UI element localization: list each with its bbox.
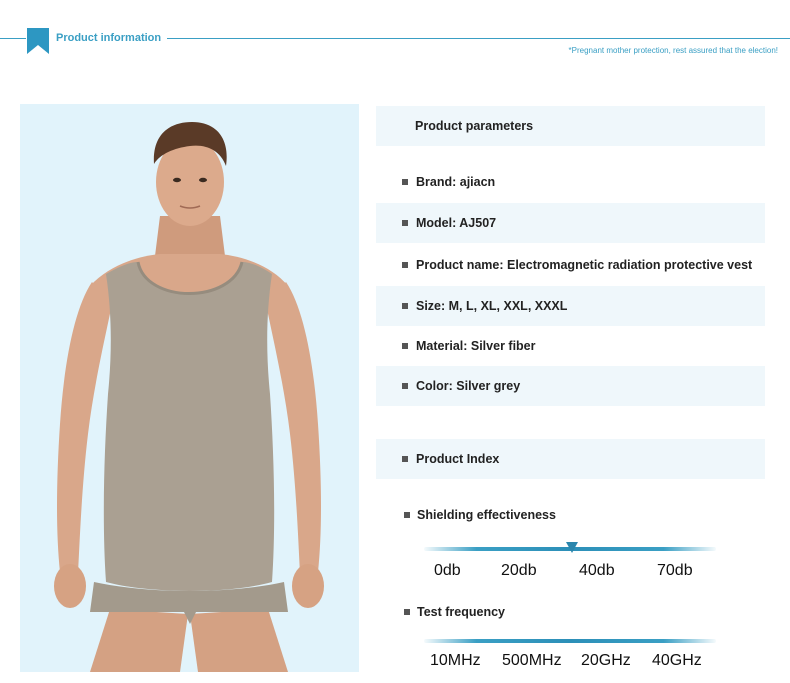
frequency-tick: 10MHz [430,652,481,669]
section-header [0,0,790,70]
frequency-title [404,605,505,619]
frequency-scale-bar [424,639,716,643]
frequency-tick: 500MHz [502,652,562,669]
shielding-scale [424,546,716,552]
square-bullet-icon [402,303,408,309]
param-model: Model: AJ507 [416,216,497,230]
header-rule [167,38,790,39]
frequency-label: Test frequency [417,605,505,619]
shielding-tick: 40db [579,562,615,579]
param-row-color [376,366,765,406]
index-heading: Product Index [416,452,500,466]
param-material: Material: Silver fiber [416,339,536,353]
parameters-heading: Product parameters [415,119,534,133]
param-row-product-name [376,245,765,285]
param-color: Color: Silver grey [416,379,521,393]
section-title: Product information [56,32,162,44]
square-bullet-icon [402,456,408,462]
param-row-material [376,326,765,366]
square-bullet-icon [402,343,408,349]
index-heading-row [376,439,765,479]
shielding-title [404,508,556,522]
frequency-tick: 40GHz [652,652,702,669]
param-row-model [376,203,765,243]
triangle-down-icon [566,542,578,553]
shielding-tick: 70db [657,562,693,579]
frequency-tick: 20GHz [581,652,631,669]
param-brand: Brand: ajiacn [416,175,496,189]
shielding-tick: 0db [434,562,461,579]
parameters-heading-row [376,106,765,146]
shielding-label: Shielding effectiveness [417,508,556,522]
model-illustration [20,104,359,672]
square-bullet-icon [402,262,408,268]
header-rule-left [0,38,26,39]
param-row-size [376,286,765,326]
square-bullet-icon [402,383,408,389]
slogan-text: *Pregnant mother protection, rest assured that the election! [568,46,778,55]
square-bullet-icon [402,220,408,226]
param-size: Size: M, L, XL, XXL, XXXL [416,299,568,313]
shielding-tick: 20db [501,562,537,579]
square-bullet-icon [404,609,410,615]
square-bullet-icon [402,179,408,185]
param-row-brand [376,162,765,202]
frequency-scale [424,638,716,644]
param-product-name: Product name: Electromagnetic radiation protective vest [416,258,753,272]
bookmark-icon [27,28,49,54]
square-bullet-icon [404,512,410,518]
product-photo [20,104,359,672]
